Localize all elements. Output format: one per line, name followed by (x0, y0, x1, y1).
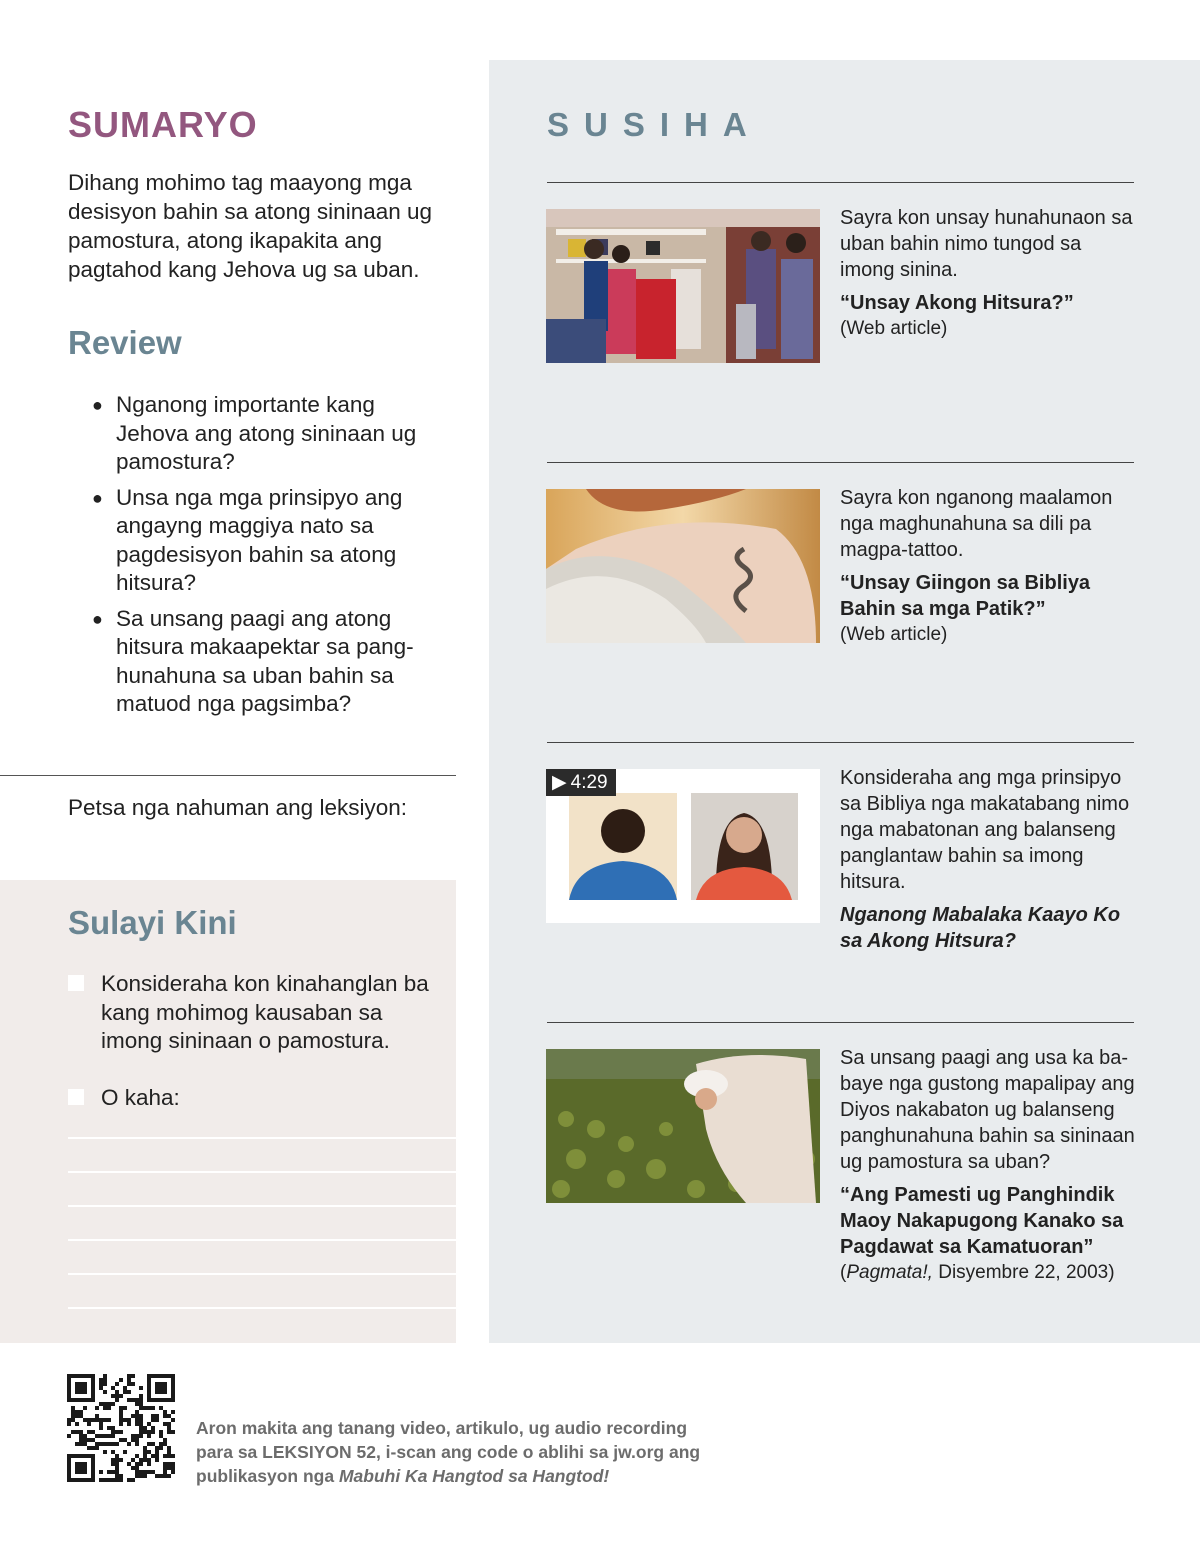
qr-code-icon[interactable] (67, 1374, 175, 1482)
review-item: ● Nganong importante kang Jehova ang atong sininaan ug pamostura? (92, 392, 417, 474)
reference-link[interactable]: Nganong Mabalaka Kaayo Ko sa Akong Hitsura? (840, 904, 1121, 952)
review-item: ● Sa unsang paagi ang atong hitsura makaapektar sa panghunahuna sa uban bahin sa matuod nga pagsimba? (92, 605, 414, 716)
reference-item (840, 765, 1140, 954)
video-duration-badge: ▶ 4:29 (546, 769, 616, 796)
video-thumbnail-icon[interactable] (546, 769, 820, 923)
reference-link[interactable]: “Unsay Giingon sa Bibliya Bahin sa mga Patik?” (840, 572, 1091, 620)
reference-item (840, 1045, 1140, 1286)
try-this-item[interactable]: O kaha: (68, 1084, 438, 1113)
review-item: ● Unsa nga mga prinsipyo ang angayng maggiya nato sa pagdesisyon bahin sa atong hitsura? (92, 484, 403, 595)
reference-link[interactable]: “Ang Pamesti ug Panghindik Maoy Nakapugong Kanako sa Pagdawat sa Kamatuoran” (840, 1184, 1124, 1258)
review-heading: Review (68, 324, 182, 361)
reference-description: Sayra kon nganong maalamon nga maghunahuna sa dili pa magpa-tattoo. (840, 487, 1113, 561)
reference-description: Sa unsang paagi ang usa ka babaye nga gustong mapalipay ang Diyos nakabaton ug balanseng panghunahuna bahin sa sininaan ug pamostura sa uban? (840, 1047, 1135, 1173)
reference-description: Konsideraha ang mga prinsipyo sa Bibliya nga makatabang nimo nga mabatonan ang balanseng panglantaw bahin sa imong hitsura. (840, 767, 1130, 893)
bullet-icon: ● (92, 487, 103, 508)
reference-source: (Pagmata!, Disyembre 22, 2003) (840, 1262, 1115, 1283)
summary-heading: SUMARYO (68, 104, 258, 145)
reference-link[interactable]: “Unsay Akong Hitsura?” (840, 292, 1074, 314)
write-line[interactable] (68, 1171, 456, 1173)
write-line[interactable] (68, 1307, 456, 1309)
play-icon: ▶ (552, 772, 567, 793)
reference-type: (Web article) (840, 318, 948, 339)
summary-text: Dihang mohimo tag maayong mga desisyon bahin sa atong sininaan ug pamostura, atong ikapakita ang pagtahod kang Jehova ug sa uban. (68, 170, 433, 282)
field-worker-photo-icon[interactable] (546, 1049, 820, 1203)
write-line[interactable] (68, 1239, 456, 1241)
try-this-heading: Sulayi Kini (68, 904, 237, 941)
try-this-item[interactable]: Konsideraha kon kinahanglan ba kang mohimog kausaban sa imong sininaan o pamostura. (68, 970, 438, 1056)
divider (547, 1022, 1134, 1023)
footer-note: Aron makita ang tanang video, artikulo, ug audio recording para sa LEKSIYON 52, i-scan ang code o ablihi sa jw.org ang publikasyon nga Mabuhi Ka Hangtod sa Hangtod! (196, 1418, 701, 1486)
checkbox-icon[interactable] (68, 975, 84, 991)
write-line[interactable] (68, 1273, 456, 1275)
tattoo-photo-icon[interactable] (546, 489, 820, 643)
reference-item (840, 205, 1140, 342)
reference-description: Sayra kon unsay hunahunaon sa uban bahin nimo tungod sa imong sinina. (840, 207, 1133, 281)
completion-date-label: Petsa nga nahuman ang leksiyon: (68, 795, 407, 820)
write-line[interactable] (68, 1205, 456, 1207)
review-list (92, 391, 442, 726)
clothing-store-photo-icon[interactable] (546, 209, 820, 363)
checkbox-icon[interactable] (68, 1089, 84, 1105)
divider (547, 182, 1134, 183)
divider (0, 775, 456, 776)
divider (547, 742, 1134, 743)
bullet-icon: ● (92, 395, 103, 415)
explore-heading: SUSIHA (547, 106, 762, 143)
write-line[interactable] (68, 1137, 456, 1139)
reference-item (840, 485, 1140, 648)
bullet-icon: ● (92, 608, 103, 629)
reference-type: (Web article) (840, 624, 948, 645)
divider (547, 462, 1134, 463)
